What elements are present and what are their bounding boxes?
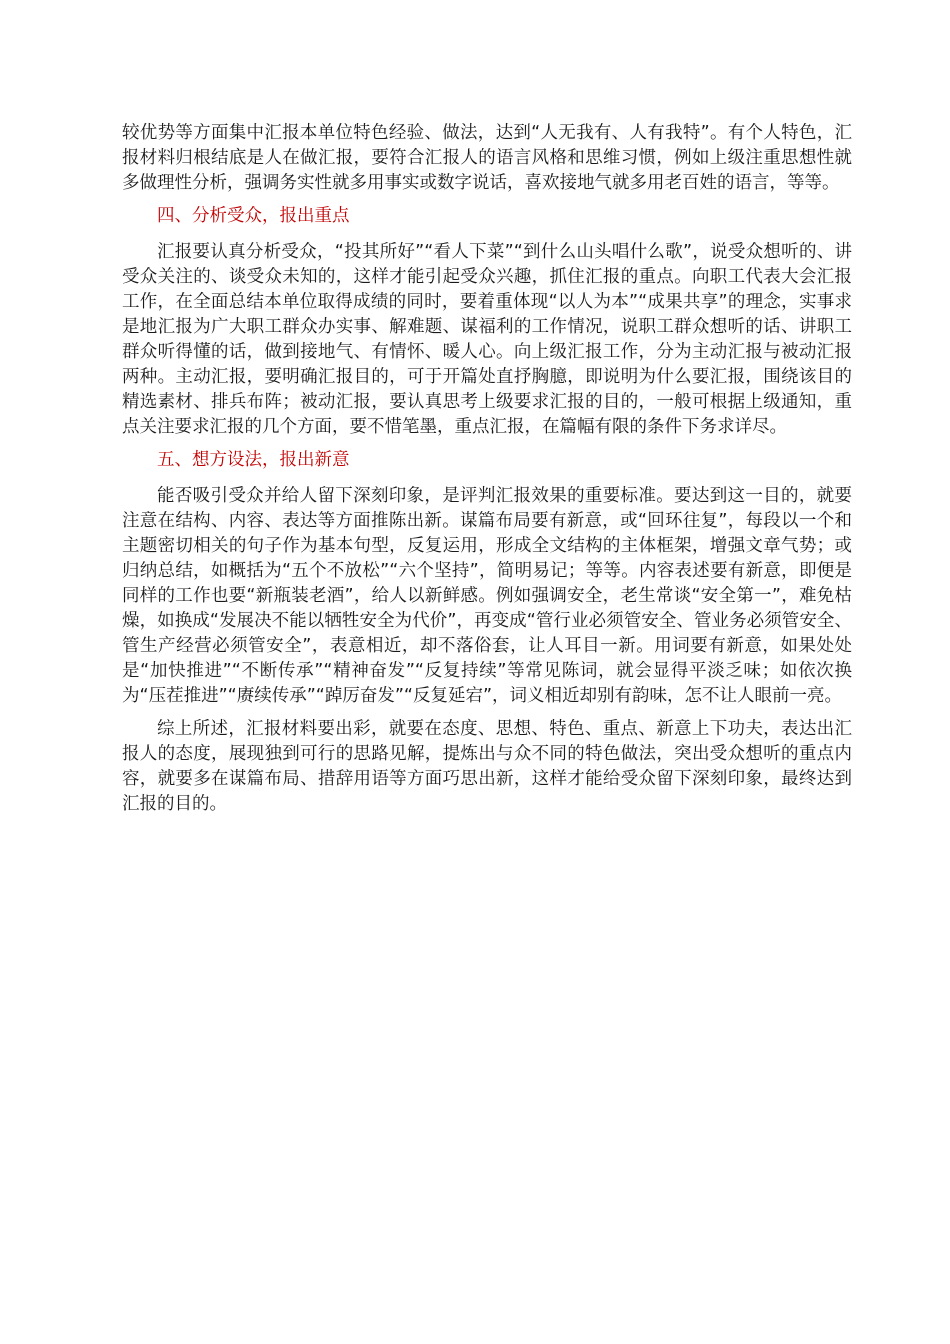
section-paragraph-4: 汇报要认真分析受众，“投其所好”“看人下菜”“到什么山头唱什么歌”，说受众想听的、讲受众关注的、谈受众未知的，这样才能引起受众兴趣，抓住汇报的重点。向职工代表大会汇报工作，在全面总结本单位取得成绩的同时，要着重体现“以人为本”“成果共享”的理念，实事求是地汇报为广大职工群众办实事、解难题、谋福利的工作情况，说职工群众想听的话、讲职工群众听得懂的话，做到接地气、有情怀、暖人心。向上级汇报工作，分为主动汇报与被动汇报两种。主动汇报，要明确汇报目的，可于开篇处直抒胸臆，即说明为什么要汇报，围绕该目的精选素材、排兵布阵；被动汇报，要认真思考上级要求汇报的目的，一般可根据上级通知，重点关注要求汇报的几个方面，要不惜笔墨，重点汇报，在篇幅有限的条件下务求详尽。 xyxy=(122,242,852,437)
continued-paragraph: 较优势等方面集中汇报本单位特色经验、做法，达到“人无我有、人有我特”。有个人特色，汇报材料归根结底是人在做汇报，要符合汇报人的语言风格和思维习惯，例如上级注重思想性就多做理性分析，强调务实性就多用事实或数字说话，喜欢接地气就多用老百姓的语言，等等。 xyxy=(122,123,852,193)
conclusion-paragraph: 综上所述，汇报材料要出彩，就要在态度、思想、特色、重点、新意上下功夫，表达出汇报人的态度，展现独到可行的思路见解，提炼出与众不同的特色做法，突出受众想听的重点内容，就要多在谋篇布局、措辞用语等方面巧思出新，这样才能给受众留下深刻印象，最终达到汇报的目的。 xyxy=(122,719,852,814)
section-paragraph-5: 能否吸引受众并给人留下深刻印象，是评判汇报效果的重要标准。要达到这一目的，就要注意在结构、内容、表达等方面推陈出新。谋篇布局要有新意，或“回环往复”，每段以一个和主题密切相关的句子作为基本句型，反复运用，形成全文结构的主体框架，增强文章气势；或归纳总结，如概括为“五个不放松”“六个坚持”，简明易记；等等。内容表述要有新意，即便是同样的工作也要“新瓶装老酒”，给人以新鲜感。例如强调安全，老生常谈“安全第一”，难免枯燥，如换成“发展决不能以牺牲安全为代价”，再变成“管行业必须管安全、管业务必须管安全、管生产经营必须管安全”，表意相近，却不落俗套，让人耳目一新。用词要有新意，如果处处是“加快推进”“不断传承”“精神奋发”“反复持续”等常见陈词，就会显得平淡乏味；如依次换为“压茬推进”“赓续传承”“踔厉奋发”“反复延宕”，词义相近却别有韵味，怎不让人眼前一亮。 xyxy=(122,486,852,706)
document-page xyxy=(122,121,852,825)
section-heading-5: 五、想方设法，报出新意 xyxy=(157,450,350,470)
section-heading-4: 四、分析受众，报出重点 xyxy=(157,206,350,226)
